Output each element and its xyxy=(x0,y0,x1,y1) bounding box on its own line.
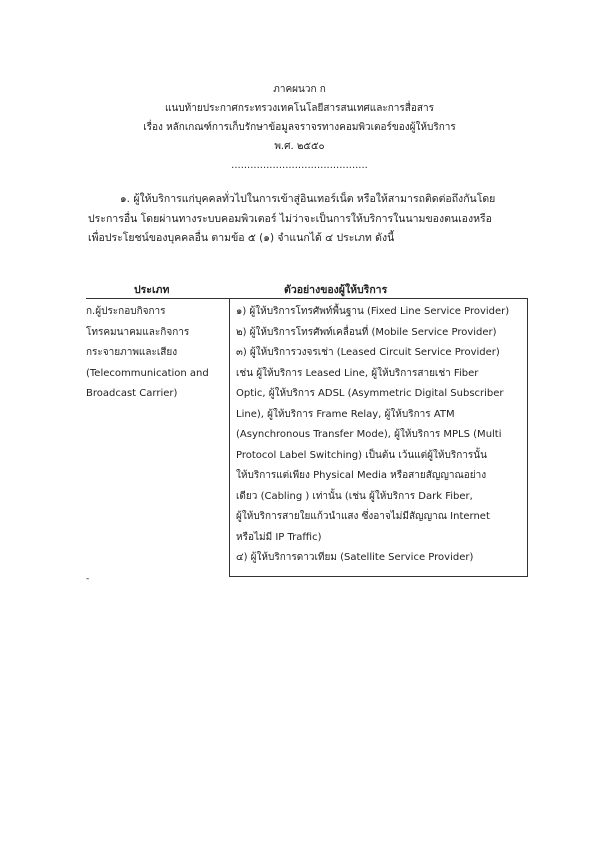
paragraph-line: เพื่อประโยชน์ของบุคคลอื่น ตามข้อ ๕ (๑) จำแนกได้ ๔ ประเภท ดังนี้ xyxy=(88,232,395,244)
type-line: ก.ผู้ประกอบกิจการ xyxy=(86,306,166,317)
column-divider xyxy=(229,299,230,576)
examples-cell xyxy=(236,302,526,569)
type-line: กระจายภาพและเสียง xyxy=(86,347,178,358)
type-line: โทรคมนาคมและกิจการ xyxy=(86,326,190,338)
example-line: (Asynchronous Transfer Mode), ผู้ให้บริการ MPLS (Multi xyxy=(236,429,502,440)
example-line: Optic, ผู้ให้บริการ ADSL (Asymmetric Digital Subscriber xyxy=(236,388,504,399)
type-line: Broadcast Carrier) xyxy=(86,388,178,399)
type-line: (Telecommunication and xyxy=(86,367,209,379)
example-line: เดียว (Cabling ) เท่านั้น (เช่น ผู้ให้บริการ Dark Fiber, xyxy=(236,490,473,502)
example-line: Line), ผู้ให้บริการ Frame Relay, ผู้ให้บริการ ATM xyxy=(236,408,455,420)
table-bottom-border xyxy=(229,576,528,577)
type-cell xyxy=(86,302,226,405)
example-line: ๓) ผู้ให้บริการวงจรเช่า (Leased Circuit Service Provider) xyxy=(236,347,500,358)
announcement-line: แนบท้ายประกาศกระทรวงเทคโนโลยีสารสนเทศและการสื่อสาร xyxy=(165,103,434,114)
example-line: Protocol Label Switching) เป็นต้น เว้นแต่ผู้ให้บริการนั้น xyxy=(236,449,487,461)
example-line: ๔) ผู้ให้บริการดาวเทียม (Satellite Service Provider) xyxy=(236,552,474,563)
paragraph-line: ประการอื่น โดยผ่านทางระบบคอมพิวเตอร์ ไม่ว่าจะเป็นการให้บริการในนามของตนเองหรือ xyxy=(88,212,492,225)
provider-table xyxy=(86,273,528,577)
example-line: เช่น ผู้ให้บริการ Leased Line, ผู้ให้บริการสายเช่า Fiber xyxy=(236,367,479,379)
header-rule xyxy=(86,298,528,299)
paragraph-line: ๑. ผู้ให้บริการแก่บุคคลทั่วไปในการเข้าสู่อินเทอร์เน็ต หรือให้สามารถติดต่อถึงกันโดย xyxy=(120,193,496,205)
example-line: ผู้ให้บริการสายใยแก้วนำแสง ซึ่งอาจไม่มีสัญญาณ Internet xyxy=(236,511,490,522)
column-header-examples: ตัวอย่างของผู้ให้บริการ xyxy=(284,284,388,296)
appendix-title: ภาคผนวก ก xyxy=(273,84,326,95)
header-divider: ........................................... xyxy=(231,160,368,171)
year-line: พ.ศ. ๒๕๕๐ xyxy=(274,141,325,152)
body-paragraph xyxy=(88,190,523,249)
example-line: ให้บริการแต่เพียง Physical Media หรือสายสัญญาณอย่าง xyxy=(236,470,487,481)
column-header-type: ประเภท xyxy=(134,284,170,296)
example-line: ๒) ผู้ให้บริการโทรศัพท์เคลื่อนที่ (Mobile Service Provider) xyxy=(236,326,497,338)
example-line: หรือไม่มี IP Traffic) xyxy=(236,531,322,543)
table-right-border xyxy=(527,299,528,577)
example-line: ๑) ผู้ให้บริการโทรศัพท์พื้นฐาน (Fixed Line Service Provider) xyxy=(236,306,510,317)
subject-line: เรื่อง หลักเกณฑ์การเก็บรักษาข้อมูลจราจรทางคอมพิวเตอร์ของผู้ให้บริการ xyxy=(143,122,456,133)
document-header xyxy=(0,80,599,175)
footer-mark: - xyxy=(86,574,90,584)
